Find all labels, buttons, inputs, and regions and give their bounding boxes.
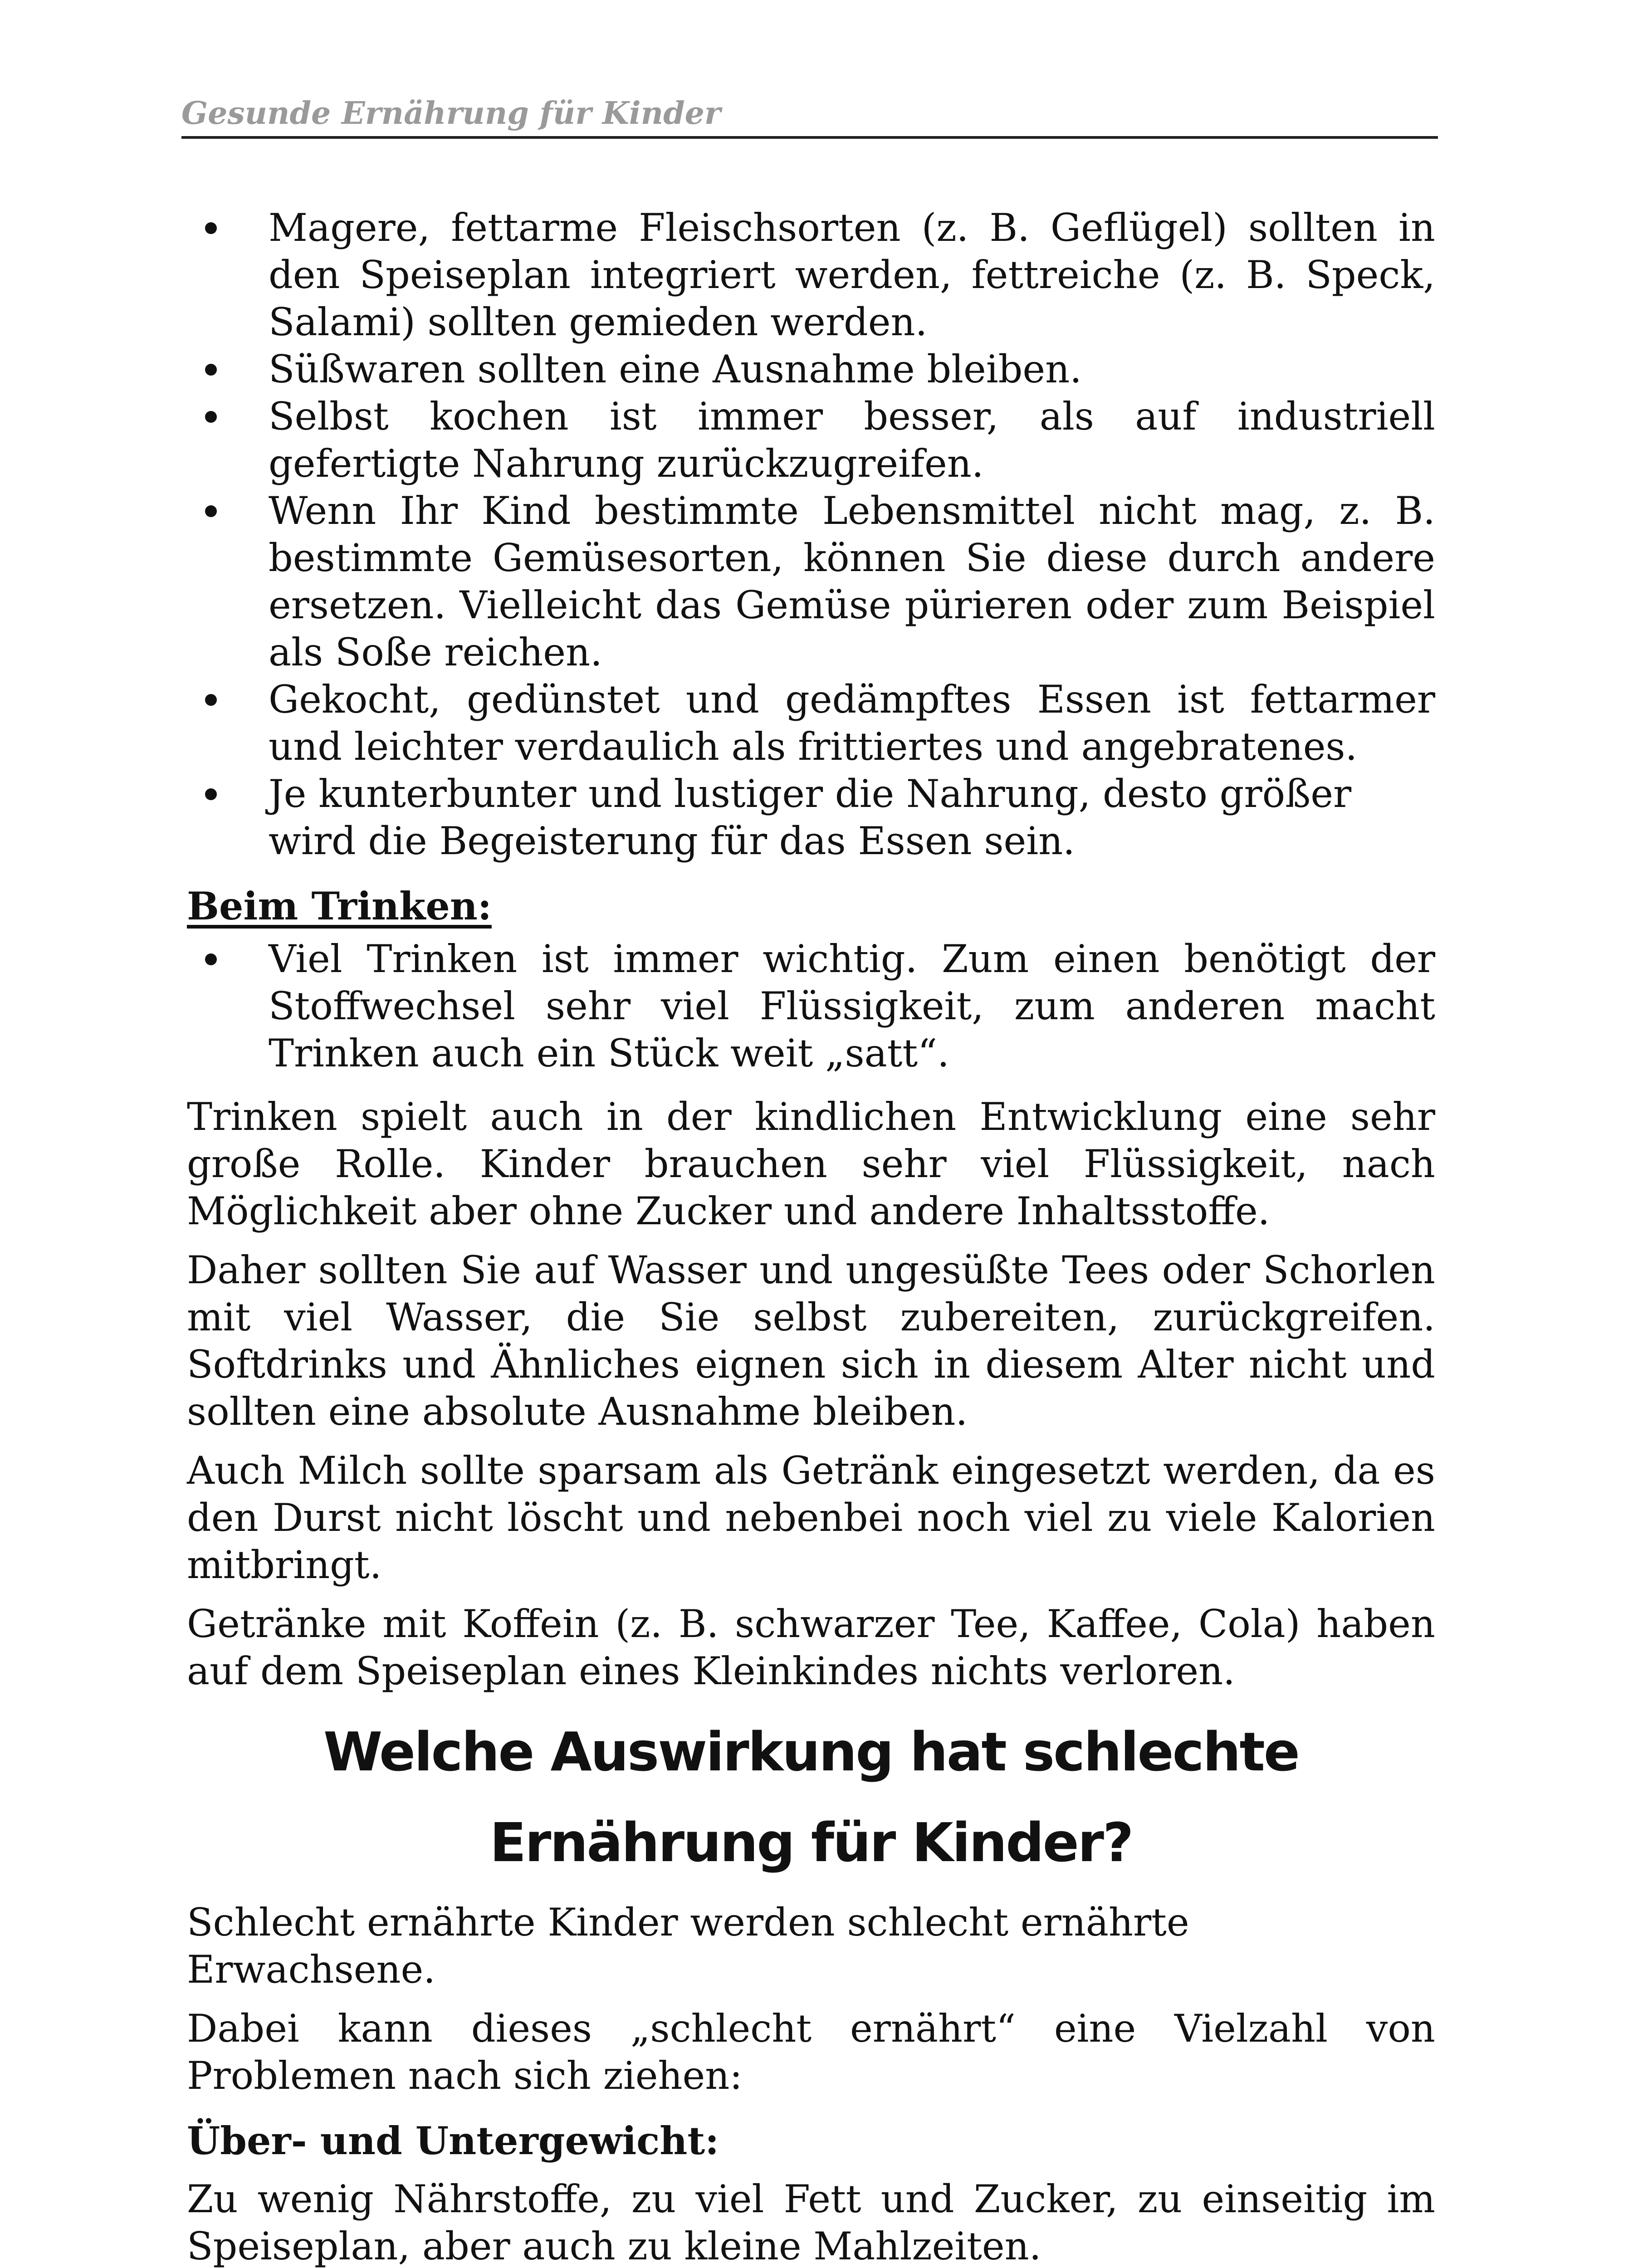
paragraph: Trinken spielt auch in der kindlichen Entwicklung eine sehr große Rolle. Kinder brauchen sehr viel Flüssigkeit, nach Möglichkeit aber ohne Zucker und andere Inhaltsstoffe. <box>187 1095 1435 1233</box>
paragraph: Auch Milch sollte sparsam als Getränk eingesetzt werden, da es den Durst nicht löscht und nebenbei noch viel zu viele Kalorien mitbringt. <box>187 1448 1435 1587</box>
list-item: Wenn Ihr Kind bestimmte Lebensmittel nicht mag, z. B. bestimmte Gemüsesorten, können Sie diese durch andere ersetzen. Vielleicht das Gemüse pürieren oder zum Beispiel als Soße reichen. <box>187 487 1435 676</box>
subheading: Über- und Untergewicht: <box>187 2118 719 2163</box>
paragraph: Dabei kann dieses „schlecht ernährt“ eine Vielzahl von Problemen nach sich ziehen: <box>187 2006 1435 2098</box>
paragraph: Zu wenig Nährstoffe, zu viel Fett und Zucker, zu einseitig im Speiseplan, aber auch zu kleine Mahlzeiten. <box>187 2177 1435 2268</box>
page-content <box>187 204 1435 2268</box>
list-item: Viel Trinken ist immer wichtig. Zum einen benötigt der Stoffwechsel sehr viel Flüssigkeit, zum anderen macht Trinken auch ein Stück weit „satt“. <box>187 935 1435 1077</box>
header-divider <box>181 136 1438 139</box>
section-title-line: Welche Auswirkung hat schlechte <box>323 1721 1299 1783</box>
section-title <box>187 1706 1435 1888</box>
list-item: Süßwaren sollten eine Ausnahme bleiben. <box>187 346 1435 393</box>
spacer <box>187 1077 1435 1093</box>
section-title-line: Ernährung für Kinder? <box>489 1811 1133 1874</box>
list-item: Magere, fettarme Fleischsorten (z. B. Geflügel) sollten in den Speiseplan integriert werden, fettreiche (z. B. Speck, Salami) sollten gemieden werden. <box>187 204 1435 346</box>
drinking-list <box>187 935 1435 1077</box>
running-header-title: Gesunde Ernährung für Kinder <box>181 95 721 132</box>
list-item: Selbst kochen ist immer besser, als auf industriell gefertigte Nahrung zurückzugreifen. <box>187 393 1435 487</box>
paragraph: Daher sollten Sie auf Wasser und ungesüßte Tees oder Schorlen mit viel Wasser, die Sie selbst zubereiten, zurückgreifen. Softdrinks und Ähnliches eignen sich in diesem Alter nicht und sollten eine absolute Ausnahme bleiben. <box>187 1248 1435 1434</box>
food-tips-list <box>187 204 1435 865</box>
paragraph: Schlecht ernährte Kinder werden schlecht ernährte Erwachsene. <box>187 1900 1189 1992</box>
list-item: Je kunterbunter und lustiger die Nahrung, desto größer wird die Begeisterung für das Essen sein. <box>187 770 1435 865</box>
drinking-heading: Beim Trinken: <box>187 884 492 929</box>
paragraph: Getränke mit Koffein (z. B. schwarzer Tee, Kaffee, Cola) haben auf dem Speiseplan eines Kleinkindes nichts verloren. <box>187 1602 1435 1693</box>
list-item: Gekocht, gedünstet und gedämpftes Essen ist fettarmer und leichter verdaulich als frittiertes und angebratenes. <box>187 676 1435 770</box>
